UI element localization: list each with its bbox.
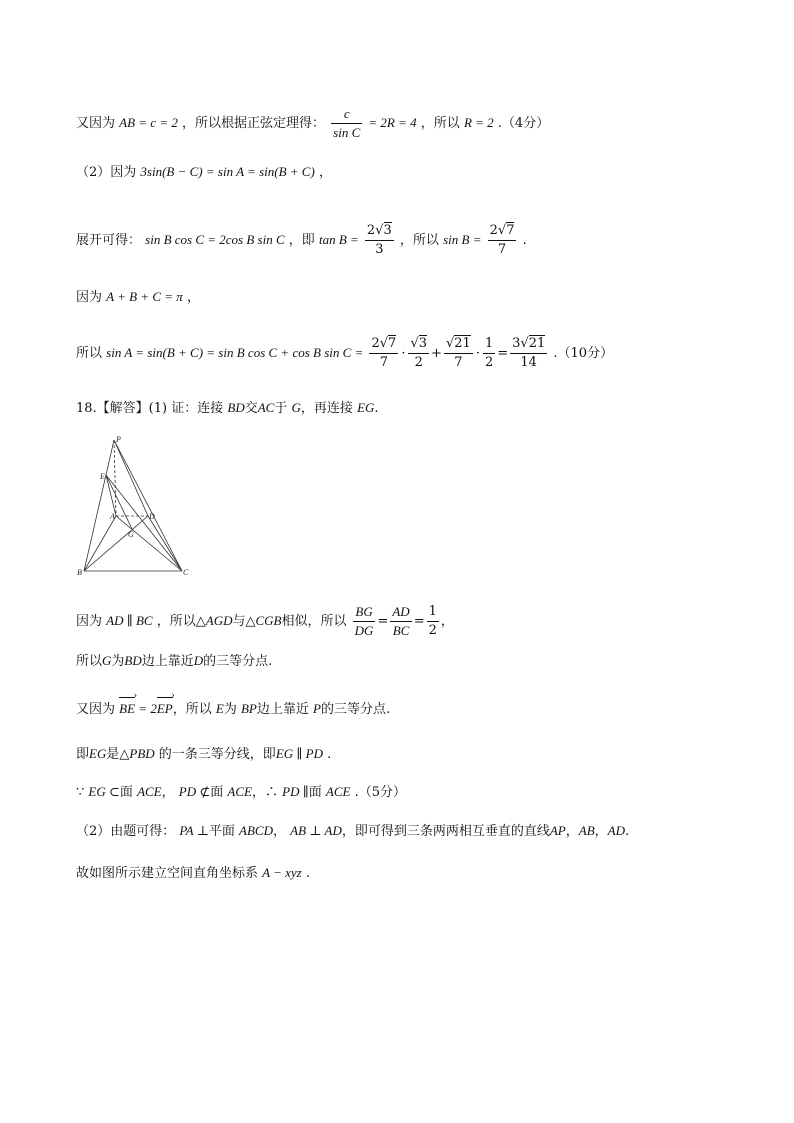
label-D: D	[149, 512, 155, 521]
text: .（4分）	[497, 116, 550, 131]
denominator: DG	[354, 623, 374, 638]
line-BD	[84, 516, 148, 571]
formula: PA ⊥	[179, 823, 209, 838]
text: ，	[272, 824, 286, 839]
fraction-3sqrt21-over-14	[510, 335, 547, 372]
variable: D	[193, 653, 204, 668]
text: 所以	[76, 346, 103, 361]
fraction-2sqrt3-over-3	[365, 222, 394, 259]
line-BA	[84, 516, 116, 571]
denominator: 14	[520, 355, 537, 370]
text: （2）由题可得：	[76, 824, 176, 839]
label-C: C	[183, 568, 189, 577]
text: 为	[111, 654, 125, 669]
formula: AB ⊥ AD	[290, 823, 342, 838]
text: 即	[76, 747, 90, 762]
numerator: 1	[483, 335, 495, 354]
denominator: 2	[428, 623, 437, 638]
text: ，即可得到三条两两相互垂直的直线	[341, 824, 550, 839]
text: .	[327, 747, 332, 762]
text: 与	[232, 614, 246, 629]
coef: 2	[489, 223, 498, 238]
formula: = 2R = 4	[368, 115, 417, 130]
text: 边上靠近	[141, 654, 194, 669]
text: 相似，所以	[281, 614, 347, 629]
denominator: 7	[454, 355, 463, 370]
variable: G	[291, 400, 301, 415]
line-8	[76, 652, 272, 671]
fraction-BG-over-DG	[353, 603, 376, 640]
fraction-sqrt3-over-2	[408, 335, 429, 372]
text: 故如图所示建立空间直角坐标系	[76, 866, 259, 881]
coef: 3	[512, 336, 521, 351]
denominator: 2	[484, 355, 494, 370]
numerator: 2√7	[488, 222, 517, 241]
text: 18.【解答】(1) 证：连接	[76, 401, 224, 416]
radicand: 3	[383, 223, 392, 238]
text: ，	[161, 785, 175, 800]
edge-PB	[84, 440, 114, 571]
text: ，所以	[172, 702, 212, 717]
vector-EP: EP ›	[157, 700, 173, 718]
variable: ACE	[325, 784, 351, 799]
coef: 2	[366, 223, 376, 238]
line-3	[76, 222, 527, 259]
text: .	[374, 401, 379, 416]
text: 平面	[208, 824, 235, 839]
denominator: sin C	[333, 125, 361, 140]
text: .	[305, 866, 311, 881]
line-1	[76, 105, 549, 142]
numerator: √3	[408, 335, 429, 354]
formula: R = 2	[463, 115, 494, 130]
text: ，	[565, 824, 579, 839]
edge-PC	[114, 440, 182, 571]
text: .（10分）	[553, 346, 614, 361]
text: 为	[223, 702, 237, 717]
text: 于	[274, 401, 288, 416]
formula: EG ⊂	[88, 784, 120, 799]
vector-BE: BE ›	[119, 700, 135, 718]
formula: A − xyz	[262, 865, 302, 880]
variable: ACE	[137, 784, 162, 799]
coef: 2	[371, 336, 380, 351]
variable: G	[102, 653, 112, 668]
formula: PD ∥	[282, 784, 309, 799]
formula: AD ∥ BC	[106, 613, 153, 628]
denominator: 2	[414, 355, 423, 370]
line-4	[76, 288, 200, 307]
formula: sin B cos C = 2cos B sin C	[145, 232, 285, 247]
text: ，所以	[156, 614, 196, 629]
text: （2）因为	[76, 165, 137, 180]
text: 因为	[76, 290, 103, 305]
text: 所以	[76, 654, 103, 669]
operator: +	[431, 346, 442, 361]
text: 的一条三等分线，即	[158, 747, 276, 762]
numerator: √21	[444, 335, 473, 354]
formula: △AGD	[195, 613, 233, 628]
text: ∵	[76, 785, 85, 800]
denominator: BC	[392, 623, 410, 638]
label-B: B	[77, 568, 82, 577]
line-2	[76, 163, 332, 182]
variable: AC	[257, 400, 275, 415]
variable: AB	[578, 823, 595, 838]
text: ，	[440, 614, 454, 629]
line-10	[76, 745, 331, 764]
text: ，	[186, 290, 200, 305]
text: 边上靠近	[256, 702, 309, 717]
label-G: G	[128, 530, 134, 539]
text: .	[625, 824, 630, 839]
text: .（5分）	[354, 785, 406, 800]
variable: BP	[240, 701, 257, 716]
text: 的三等分点.	[203, 654, 273, 669]
label-A: A	[110, 512, 115, 521]
operator: =	[497, 346, 509, 361]
radicand: 21	[454, 336, 471, 351]
numerator: 2√3	[365, 222, 394, 241]
fraction-sqrt21-over-7	[444, 335, 473, 372]
formula: A + B + C = π	[106, 289, 183, 304]
text: 是	[106, 747, 120, 762]
text: ，所以	[420, 116, 460, 131]
text: .	[522, 233, 527, 248]
line-9	[76, 700, 390, 719]
text: ，	[318, 165, 332, 180]
numerator: 2√7	[369, 335, 398, 354]
fraction-2sqrt7-over-7	[369, 335, 398, 372]
variable: E	[215, 701, 224, 716]
edge-PD	[114, 440, 148, 516]
fraction-1-over-2	[483, 335, 495, 372]
numerator: 3√21	[510, 335, 547, 354]
formula: △CGB	[245, 613, 282, 628]
variable: ABCD	[239, 823, 273, 838]
text: 面	[210, 785, 224, 800]
text: 又因为	[76, 116, 116, 131]
text: ，	[594, 824, 608, 839]
formula: △PBD	[119, 746, 155, 761]
label-E: E	[100, 472, 105, 481]
numerator: AD	[390, 603, 411, 622]
numerator: BG	[353, 603, 376, 622]
formula: tan B =	[318, 232, 359, 247]
numerator: 1	[427, 603, 439, 622]
text: ，即	[288, 233, 315, 248]
pyramid-figure	[76, 433, 196, 578]
variable: AP	[549, 823, 566, 838]
radicand: 7	[506, 223, 515, 238]
text: 又因为	[76, 702, 116, 717]
line-11	[76, 783, 406, 802]
denominator: 7	[497, 242, 507, 257]
fraction-1-over-2	[427, 603, 439, 640]
formula: AB = c = 2	[119, 115, 178, 130]
formula: 3sin(B − C) = sin A = sin(B + C)	[140, 164, 315, 179]
fraction-c-over-sinC	[331, 105, 362, 142]
text: 的三等分点.	[320, 702, 391, 717]
formula: sin A = sin(B + C) = sin B cos C + cos B sin C =	[106, 345, 364, 360]
text: 面	[308, 785, 322, 800]
line-EC	[106, 475, 182, 571]
variable: EG	[357, 400, 375, 415]
variable: ACE	[227, 784, 252, 799]
denominator: 3	[375, 242, 384, 257]
variable: BD	[124, 653, 142, 668]
variable: AD	[607, 823, 626, 838]
variable: BD	[227, 400, 245, 415]
formula: = 2	[135, 701, 157, 716]
radicand: 7	[388, 336, 397, 351]
numerator: c	[331, 105, 362, 124]
variable: EG	[89, 746, 107, 761]
text: ，∴	[251, 785, 278, 800]
edge-PA	[114, 440, 116, 516]
line-13	[76, 864, 310, 883]
text: ，所以	[399, 233, 439, 248]
text: 面	[119, 785, 133, 800]
text: ，所以根据正弦定理得：	[182, 116, 326, 131]
line-5: 所以 sin A = sin(B + C) = sin B cos C + cos B sin C = $\frac{2√7}{7}$ · $\frac{√3}{2}$ + $\frac{√21}{7}$ · $\frac{1}{2}$ = $\frac{3√21}{14}$ .（10分）	[76, 336, 614, 370]
variable: P	[313, 701, 321, 716]
text: 展开可得：	[76, 233, 142, 248]
line-AC	[116, 516, 182, 571]
formula: sin B =	[443, 232, 482, 247]
formula: PD ⊄	[178, 784, 211, 799]
line-12	[76, 822, 629, 841]
text: ，再连接	[300, 401, 353, 416]
text: 因为	[76, 614, 103, 629]
label-P: P	[116, 435, 121, 444]
text: 交	[244, 401, 258, 416]
formula: EG ∥ PD	[275, 746, 323, 761]
edge-DC	[148, 516, 182, 571]
line-7: 因为 AD ∥ BC ，所以△AGD与△CGB相似，所以 $\frac{BG}{DG}$ = $\frac{AD}{BC}$ = $\frac{1}{2}$ ，	[76, 604, 454, 638]
radicand: 21	[528, 336, 546, 351]
radicand: 3	[418, 336, 428, 351]
denominator: 7	[379, 355, 389, 370]
fraction-AD-over-BC	[390, 603, 411, 640]
fraction-2sqrt7-over-7	[488, 222, 517, 259]
line-6	[76, 399, 379, 418]
